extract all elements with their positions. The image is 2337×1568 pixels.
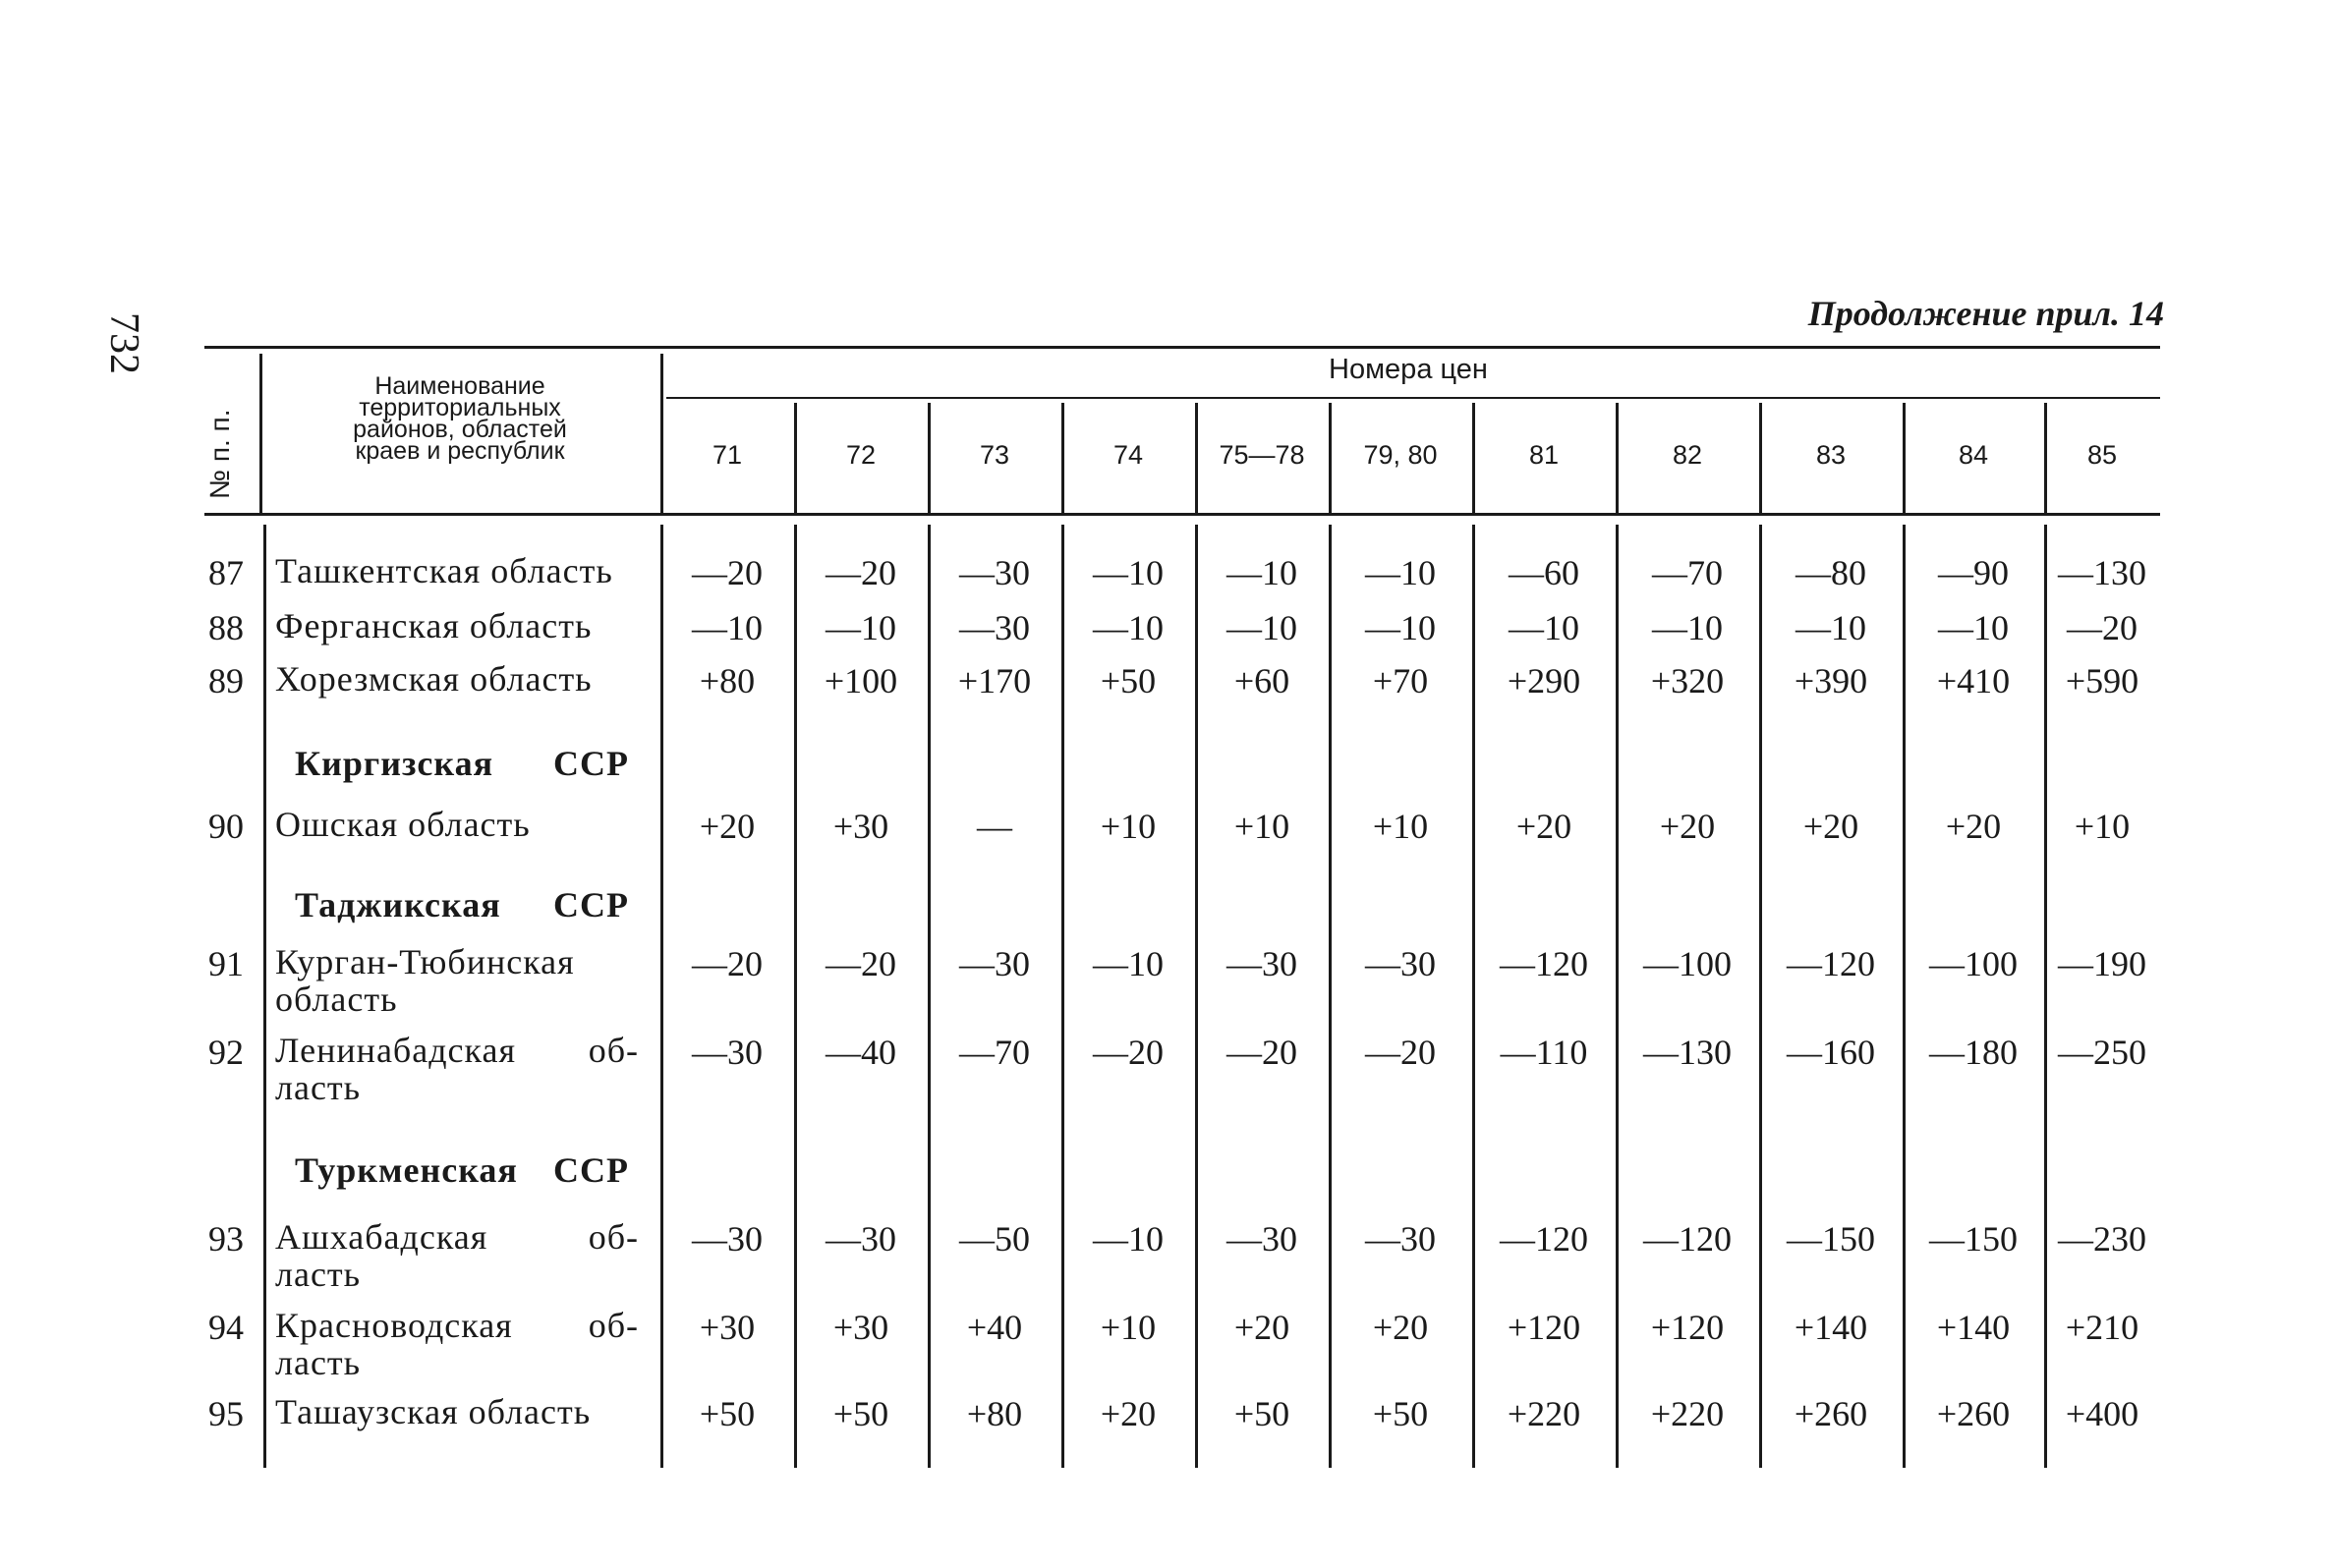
region-name-line — [275, 1218, 639, 1256]
table-cell: —30 — [1365, 944, 1436, 983]
table-cell: +30 — [832, 1308, 889, 1347]
table-cell: +20 — [1372, 1308, 1429, 1347]
region-name-word: об- — [588, 1306, 639, 1345]
header-row-number: № п. п. — [204, 409, 235, 499]
column-header: 84 — [1958, 440, 1989, 470]
table-cell: —30 — [826, 1219, 896, 1259]
table-cell: +50 — [1233, 1394, 1290, 1433]
column-header: 81 — [1528, 440, 1560, 470]
table-cell: —30 — [959, 608, 1030, 647]
table-cell: —180 — [1929, 1033, 2018, 1072]
table-cell: —20 — [1365, 1033, 1436, 1072]
region-name-line: Курган-Тюбинская — [275, 942, 575, 981]
table-cell: —20 — [692, 553, 763, 592]
column-header: 74 — [1112, 440, 1144, 470]
header-name-line: краев и республик — [355, 437, 565, 465]
table-cell: —20 — [826, 944, 896, 983]
region-name-line: область — [275, 980, 398, 1019]
table-cell: +50 — [699, 1394, 756, 1433]
table-cell: —50 — [959, 1219, 1030, 1259]
table-cell: —160 — [1787, 1033, 1875, 1072]
table-cell: —10 — [1093, 608, 1164, 647]
table-cell: +260 — [1794, 1394, 1868, 1433]
column-header: 83 — [1815, 440, 1847, 470]
table-cell: +20 — [1659, 807, 1716, 846]
table-cell: —10 — [1093, 944, 1164, 983]
table-cell: +20 — [1945, 807, 2002, 846]
table-cell: +390 — [1794, 661, 1868, 700]
section-word: Киргизская — [295, 744, 494, 783]
table-cell: —10 — [1509, 608, 1579, 647]
table-cell: +50 — [1372, 1394, 1429, 1433]
column-header: 72 — [845, 440, 877, 470]
table-cell: —30 — [959, 553, 1030, 592]
column-header: 71 — [712, 440, 743, 470]
table-cell: +30 — [699, 1308, 756, 1347]
row-number: 91 — [208, 944, 244, 983]
table-cell: +140 — [1936, 1308, 2011, 1347]
table-cell: +260 — [1936, 1394, 2011, 1433]
column-rule — [259, 354, 262, 513]
table-cell: —190 — [2058, 944, 2146, 983]
table-cell: —110 — [1500, 1033, 1588, 1072]
table-cell: +40 — [966, 1308, 1023, 1347]
table-cell: —20 — [2067, 608, 2138, 647]
table-cell: —20 — [1226, 1033, 1297, 1072]
row-number: 87 — [208, 553, 244, 592]
table-cell: —100 — [1643, 944, 1732, 983]
table-cell: —30 — [692, 1219, 763, 1259]
table-cell: +80 — [966, 1394, 1023, 1433]
header-price-group: Номера цен — [1329, 354, 1488, 385]
region-name-line: Ташаузская область — [275, 1392, 592, 1431]
region-name — [275, 607, 639, 644]
table-top-rule — [204, 346, 2160, 349]
table-cell: —10 — [1226, 608, 1297, 647]
region-name-line: ласть — [275, 1343, 362, 1382]
column-header: 82 — [1672, 440, 1703, 470]
section-heading — [295, 884, 629, 925]
table-cell: —80 — [1796, 553, 1866, 592]
table-cell: +220 — [1507, 1394, 1581, 1433]
table-cell: —120 — [1787, 944, 1875, 983]
table-cell: —120 — [1500, 944, 1588, 983]
region-name — [275, 1393, 639, 1430]
table-cell: —130 — [2058, 553, 2146, 592]
table-cell: —10 — [692, 608, 763, 647]
region-name-line: Хорезмская область — [275, 659, 593, 699]
table-cell: —30 — [1226, 944, 1297, 983]
header-name-line: территориальных — [359, 394, 561, 421]
column-header: 85 — [2086, 440, 2118, 470]
table-cell: —20 — [692, 944, 763, 983]
row-number: 92 — [208, 1033, 244, 1072]
table-cell: —130 — [1643, 1033, 1732, 1072]
table-cell: —30 — [692, 1033, 763, 1072]
column-header: 79, 80 — [1363, 440, 1438, 470]
table-cell: —10 — [1652, 608, 1723, 647]
region-name-line: ласть — [275, 1068, 362, 1107]
section-heading — [295, 743, 629, 784]
table-cell: —20 — [826, 553, 896, 592]
header-bottom-rule — [204, 513, 2160, 516]
row-number: 89 — [208, 661, 244, 700]
table-cell: +80 — [699, 661, 756, 700]
region-name — [275, 1032, 639, 1106]
header-name — [263, 372, 656, 465]
header-name-line: Наименование — [374, 372, 545, 400]
section-word: Туркменская — [295, 1150, 518, 1190]
section-word: Таджикская — [295, 885, 501, 924]
header-name-line: районов, областей — [353, 416, 567, 443]
table-cell: +210 — [2065, 1308, 2139, 1347]
continuation-title: Продолжение прил. 14 — [1807, 294, 2164, 333]
table-cell: +120 — [1507, 1308, 1581, 1347]
region-name — [275, 943, 639, 1018]
table-cell: +10 — [1233, 807, 1290, 846]
table-cell: +10 — [1372, 807, 1429, 846]
table-cell: —10 — [1796, 608, 1866, 647]
table-cell: —20 — [1093, 1033, 1164, 1072]
table-cell: —250 — [2058, 1033, 2146, 1072]
table-cell: +140 — [1794, 1308, 1868, 1347]
table-cell: +120 — [1650, 1308, 1725, 1347]
table-cell: +20 — [1233, 1308, 1290, 1347]
table-cell: —70 — [959, 1033, 1030, 1072]
table-cell: +590 — [2065, 661, 2139, 700]
table-cell: —10 — [1093, 1219, 1164, 1259]
table-cell: +20 — [1100, 1394, 1157, 1433]
table-cell: +220 — [1650, 1394, 1725, 1433]
table-cell: +70 — [1372, 661, 1429, 700]
page-number: 732 — [101, 312, 146, 374]
table-cell: —150 — [1929, 1219, 2018, 1259]
table-cell: —10 — [1938, 608, 2009, 647]
row-number: 94 — [208, 1308, 244, 1347]
region-name — [275, 806, 639, 843]
region-name-line: Ташкентская область — [275, 551, 613, 590]
table-cell: +290 — [1507, 661, 1581, 700]
row-number: 95 — [208, 1394, 244, 1433]
table-cell: —230 — [2058, 1219, 2146, 1259]
region-name — [275, 660, 639, 698]
table-cell: —150 — [1787, 1219, 1875, 1259]
section-word: ССР — [553, 744, 629, 783]
row-number: 88 — [208, 608, 244, 647]
region-name — [275, 1307, 639, 1381]
table-cell: —40 — [826, 1033, 896, 1072]
table-cell: —30 — [1365, 1219, 1436, 1259]
region-name-word: об- — [588, 1031, 639, 1070]
region-name-word: Красноводская — [275, 1306, 513, 1345]
table-cell: +320 — [1650, 661, 1725, 700]
table-cell: —60 — [1509, 553, 1579, 592]
table-cell: +20 — [1802, 807, 1859, 846]
table-cell: +10 — [1100, 807, 1157, 846]
region-name-line: Ошская область — [275, 805, 531, 844]
table-cell: +10 — [1100, 1308, 1157, 1347]
table-cell: +170 — [957, 661, 1032, 700]
table-cell: +10 — [2074, 807, 2131, 846]
region-name-line — [275, 1032, 639, 1069]
table-cell: +20 — [1515, 807, 1572, 846]
table-cell: +60 — [1233, 661, 1290, 700]
region-name-line: ласть — [275, 1255, 362, 1294]
region-name-word: Ленинабадская — [275, 1031, 516, 1070]
table-cell: —10 — [826, 608, 896, 647]
table-cell: +50 — [832, 1394, 889, 1433]
region-name-line — [275, 1307, 639, 1344]
table-cell: +410 — [1936, 661, 2011, 700]
table-cell: +400 — [2065, 1394, 2139, 1433]
price-group-rule — [666, 397, 2160, 399]
table-cell: +20 — [699, 807, 756, 846]
column-rule — [263, 525, 266, 1468]
region-name-word: об- — [588, 1217, 639, 1257]
table-cell: —10 — [1365, 553, 1436, 592]
table-cell: — — [977, 807, 1012, 846]
table-cell: +30 — [832, 807, 889, 846]
table-cell: —120 — [1643, 1219, 1732, 1259]
table-cell: +50 — [1100, 661, 1157, 700]
region-name — [275, 1218, 639, 1293]
region-name-word: Ашхабадская — [275, 1217, 488, 1257]
table-cell: —10 — [1226, 553, 1297, 592]
table-cell: —30 — [1226, 1219, 1297, 1259]
row-number: 90 — [208, 807, 244, 846]
table-cell: —30 — [959, 944, 1030, 983]
table-cell: —120 — [1500, 1219, 1588, 1259]
table-cell: —90 — [1938, 553, 2009, 592]
section-word: ССР — [553, 1150, 629, 1190]
table-cell: —10 — [1365, 608, 1436, 647]
table-cell: —10 — [1093, 553, 1164, 592]
column-rule — [660, 354, 663, 513]
column-header: 73 — [979, 440, 1010, 470]
column-header: 75—78 — [1219, 440, 1305, 470]
row-number: 93 — [208, 1219, 244, 1259]
table-cell: +100 — [824, 661, 898, 700]
region-name — [275, 552, 639, 589]
table-cell: —70 — [1652, 553, 1723, 592]
table-cell: —100 — [1929, 944, 2018, 983]
section-heading — [295, 1149, 629, 1191]
region-name-line: Ферганская область — [275, 606, 593, 645]
section-word: ССР — [553, 885, 629, 924]
